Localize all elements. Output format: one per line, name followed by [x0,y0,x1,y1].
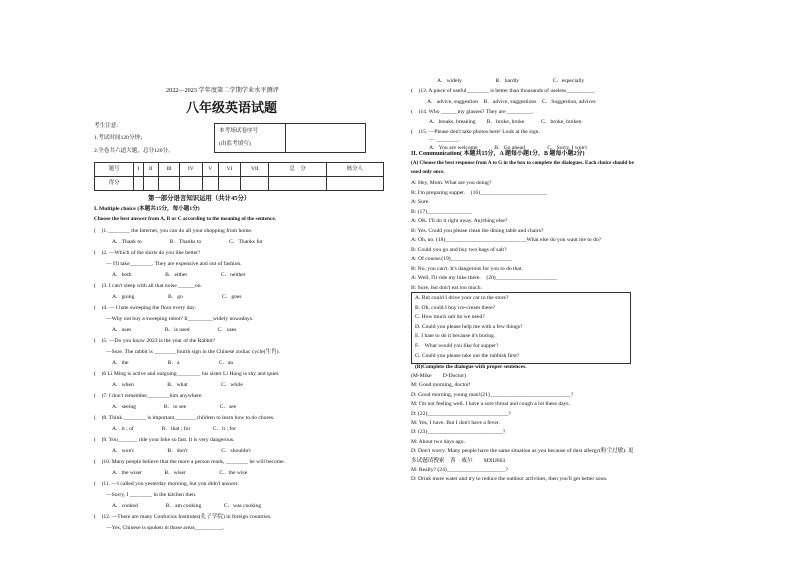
text-line: A: Well, I'll ride my bike there. (20)______________________ [411,275,558,281]
text-line: —Sorry, I ________ in the kitchen then. [106,492,197,498]
text-line: B: I'm preparing supper. (16)________________________ [411,189,548,196]
text-line: ( )3. I can't sleep with all that noise ______on. [94,283,202,289]
text-line: D: (22)_____________________________? [411,410,511,417]
text-line: ( )2. —Which of the shirts do you like better? [94,250,201,256]
exam-title: 八年级英语试题 [186,100,278,115]
text-line: ( )12. —There are many Confucius Institutes(孔子学院) in foreign countries. [94,514,272,520]
text-line: ( )10. Many people believe that the more a person reads, ________ he will become. [94,459,286,465]
text-line: A. But could I drive your car to the store? [415,295,509,301]
text-line: E. I hate to do it because it's boring. [415,333,496,340]
text-line: 多试题请搜索 菁 威尔 MXIJ663 [411,457,506,464]
text-line: B: (17)________________ [411,208,472,215]
score-input-cell[interactable] [143,177,158,191]
text-line: A: Hey, Mom. What are you doing? [411,180,492,186]
section2-title: II. Communication( 本题共15分，A 题每小题1分，B 题每小题2分) [411,151,585,157]
score-cell: VII [241,163,269,177]
text-line: ( )9. You_______ ride your bike so fast. It is very dangerous. [94,437,235,443]
text-line: A．the wiser B．wiser C．the wise [112,470,248,476]
score-table-score-row [95,177,384,191]
text-line: G. Could you please take out the rubbish first? [415,352,520,359]
text-line: B. Oh, could I buy ice-cream there? [415,304,496,311]
score-input-cell[interactable] [218,177,240,191]
text-line: A: Sure. [411,199,430,205]
text-line: ( )15. —Please don't take photos here! Look at the sign. [411,129,540,135]
text-line: A．widely B．hardly C．especially [437,78,585,84]
section1-instructions: Choose the best answer from A, B or C according to the meaning of the sentence. [94,216,276,222]
text-line: A．seeing B．to see C．see [112,404,237,410]
text-line: A．advice, suggestion B．advice, suggestions C．Suggestion, advices [427,99,596,105]
text-line: B: Sure, but don't eat too much. [411,284,482,291]
score-cell: I [134,163,143,177]
text-line: M: About two days ago. [411,438,465,445]
registration-box [214,123,366,153]
text-line: A: Oh, no. (18)_____________________________What else do you want me to do? [411,237,602,243]
text-line: D. Could you please help me with a few things? [415,323,523,330]
text-line: A．won't B．don't C．shouldn't [112,448,251,454]
text-line: —Sure. The rabbit is ________fourth sign in the Chinese zodiac cycle(生肖). [106,349,280,355]
text-line: A．Thank to B．Thanks to C．Thanks for [112,239,263,245]
text-line: ( )1.________ the Internet, you can do all your shopping from home. [94,228,253,234]
text-line: C. How much salt do we need? [415,314,485,321]
text-line: —Yes, Chinese is spoken in those areas__________. [106,525,225,531]
text-line: B: Yes. Could you please clean the dining table and chairs? [411,227,544,234]
text-line: B: Could you go and buy two bags of salt? [411,246,507,253]
note-2: 2.全卷共六道大题，总分120分。 [94,148,174,154]
text-line: A．breaks, breaking B．broke, broke C．broke, broken [429,119,582,125]
text-line: ( )5. —Do you know 2023 is the year of the Rabbit? [94,338,216,344]
text-line: ( )14. Who ______my glasses? They are _________. [411,109,534,115]
score-input-cell[interactable] [180,177,202,191]
note-1: 1.考试时间120分钟； [94,135,146,141]
text-line: A．both B．either C．neither [112,272,246,278]
text-line: D: Good morning, young man!(21)_____________________________? [411,391,574,398]
section2a-instructions-2: used only once. [411,169,445,175]
section2b-title: (B)Complete the dialogue with proper sentences. [415,364,527,370]
text-line: A．when B．what C．while [112,382,243,388]
score-cell: 核分人 [326,163,383,177]
score-cell: VI [218,163,240,177]
reg-label-1: 本考场试卷序号 [219,128,259,134]
text-line: B: No, you can't. It's dangerous for you to do that. [411,265,523,272]
score-cell: III [158,163,179,177]
text-line: M: Yes, I have. But I don't have a fever. [411,420,500,426]
text-line: A．going B．go C．goes [112,294,242,300]
text-line: A: Of course.(19)______________________ [411,256,513,262]
text-line: — I'll take________. They are expensive and out of fashion. [106,261,242,267]
text-line: F. What would you like for supper? [415,343,499,349]
notes-title: 考生注意： [94,123,122,129]
score-cell: V [202,163,218,177]
score-table [94,162,384,191]
text-line: A．cooked B．am cooking C．was cooking [112,503,262,509]
text-line: D: (23)___________________________? [411,429,506,436]
score-input-cell[interactable] [134,177,143,191]
text-line: D: Don't worry. Many people have the same situation as you because of dust allergy(粉尘过敏). 更 [411,448,634,455]
text-line: A．it ; of B．that ; for C．it ; for [112,426,236,432]
score-cell: 总 分 [269,163,326,177]
text-line: (M-Mike D-Doctor) [411,373,466,379]
text-line: —Why not buy a sweeping robot? It_________widely nowadays. [106,316,254,322]
score-input-cell[interactable] [158,177,179,191]
text-line: — ________. [429,137,460,143]
text-line: A．You are welcome B．Go ahead C．Sorry, I won't [429,145,587,151]
score-table-header-row [95,163,384,177]
score-input-cell[interactable] [202,177,218,191]
reg-label-2: (由监考填写) [219,141,251,147]
score-input-cell[interactable] [326,177,383,191]
text-line: M: Really? (24)_____________________? [411,467,508,473]
section2a-instructions-1: (A) Choose the best response from A to G in the box to complete the dialogues. Each choice should be [411,160,634,166]
score-input-cell[interactable] [269,177,326,191]
text-line: ( )6 Li Ming is active and outgoing ________ his sister Li Hong is shy and quiet. [94,371,280,377]
text-line: A．uses B．is used C．uses [112,327,237,333]
text-line: M: I'm not feeling well. I have a sore throat and cough a lot these days. [411,401,570,408]
text-line: ( )7. I don't remember________him anywhere. [94,393,203,399]
text-line: ( )13. A piece of useful________ is better than thousands of useless__________. [411,88,596,94]
options-box [411,292,631,364]
text-line: M: Good morning, doctor! [411,382,471,389]
text-line: A．the B．a C．an [112,360,234,366]
text-line: ( )8. Think ________ is important________children to learn how to do chores. [94,415,275,421]
text-line: ( )11. —I called you yesterday morning, but you didn't answer. [94,481,239,487]
score-input-cell[interactable] [241,177,269,191]
score-row-label: 得分 [95,177,134,191]
term-header: 2022—2023 学年度第二学期学业水平测评 [166,87,279,94]
score-cell: 题号 [95,163,134,177]
text-line: ( )4. — I hate sweeping the floor every day. [94,305,196,311]
score-cell: II [143,163,158,177]
score-cell: IV [180,163,202,177]
text-line: A: OK. I'll do it right away. Anything else? [411,218,508,224]
part1-heading: 第一部分语言知识运用（共计45分） [148,195,251,202]
section1-title: I. Multiple choice (本题共15分，每小题1分) [94,206,200,212]
text-line: D: Drink more water and try to reduce the outdoor activities, then you'll get better soon. [411,476,608,483]
